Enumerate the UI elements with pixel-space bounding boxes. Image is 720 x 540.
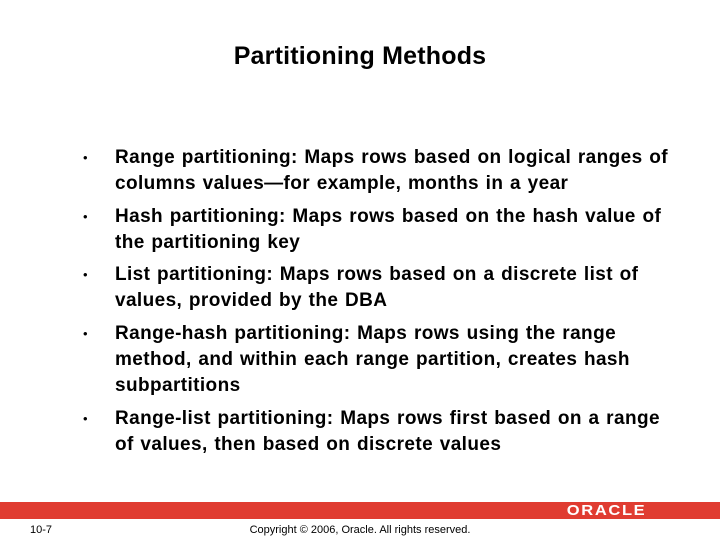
bullet-icon: • — [83, 410, 88, 426]
page-number: 10-7 — [30, 524, 53, 536]
bullet-item — [70, 406, 670, 459]
bullet-item — [70, 321, 670, 400]
oracle-logo: ORACLE — [566, 502, 646, 519]
bullet-item — [70, 145, 670, 198]
bullet-item — [70, 204, 670, 257]
bullet-icon: • — [83, 208, 88, 224]
bullet-icon: • — [83, 150, 88, 165]
slide-title: Partitioning Methods — [233, 42, 487, 70]
bullet-text: Range-list partitioning: Maps rows first based on a range of values, then based on discrete values — [115, 407, 660, 455]
bullet-icon: • — [83, 325, 88, 341]
copyright-text: Copyright © 2006, Oracle. All rights reserved. — [249, 524, 471, 536]
bullet-text: Range partitioning: Maps rows based on logical ranges of columns values—for example, months in a year — [115, 147, 668, 195]
bullet-list — [70, 145, 670, 464]
bullet-text: List partitioning: Maps rows based on a discrete list of values, provided by the DBA — [115, 264, 639, 312]
footer-bar — [0, 502, 720, 519]
bullet-icon: • — [83, 267, 88, 283]
bullet-text: Hash partitioning: Maps rows based on the hash value of the partitioning key — [115, 205, 662, 253]
bullet-text: Range-hash partitioning: Maps rows using the range method, and within each range partition, creates hash subpartitions — [115, 322, 630, 397]
bullet-item — [70, 262, 670, 315]
